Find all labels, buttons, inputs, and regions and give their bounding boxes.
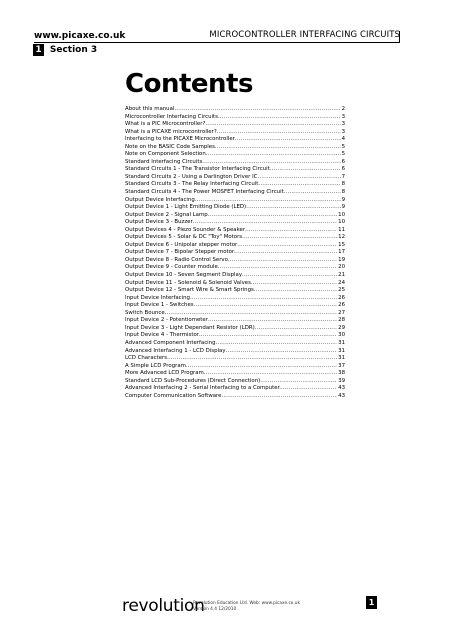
toc-entry[interactable] [125,280,345,288]
toc-entry[interactable] [125,302,345,310]
toc-entry[interactable] [125,355,345,363]
toc-entry[interactable] [125,340,345,348]
toc-entry-label: Input Device 3 - Light Dependant Resistor (LDR) [125,324,255,331]
footer-info [193,601,300,613]
toc-entry-page: 7 [341,173,345,180]
toc-dot-leader [228,257,337,265]
toc-dot-leader [242,234,337,242]
toc-entry-page: 27 [338,309,345,316]
toc-entry-page: 4 [341,136,345,143]
toc-entry[interactable] [125,385,345,393]
document-title: MICROCONTROLLER INTERFACING CIRCUITS [209,30,400,40]
toc-entry-page: 9 [341,196,345,203]
toc-dot-leader [215,144,341,152]
toc-dot-leader [216,340,338,348]
toc-entry[interactable] [125,204,345,212]
toc-entry-label: Note on Component Selection [125,151,206,158]
toc-dot-leader [245,227,337,235]
toc-entry-label: Advanced Component Interfacing [125,339,216,346]
toc-dot-leader [194,302,338,310]
toc-dot-leader [257,174,340,182]
toc-entry[interactable] [125,332,345,340]
toc-dot-leader [217,129,341,137]
toc-entry[interactable] [125,370,345,378]
toc-dot-leader [218,264,337,272]
toc-entry[interactable] [125,106,345,114]
toc-dot-leader [242,272,337,280]
toc-entry-label: Standard LCD Sub-Procedures (Direct Connection) [125,377,261,384]
toc-entry-label: A Simple LCD Program [125,362,186,369]
toc-entry[interactable] [125,325,345,333]
toc-entry[interactable] [125,151,345,159]
toc-entry-label: Output Device 11 - Solenoid & Solenoid Valves [125,279,251,286]
toc-dot-leader [199,332,337,340]
toc-entry-page: 3 [341,121,345,128]
toc-entry[interactable] [125,378,345,386]
toc-dot-leader [234,249,337,257]
toc-entry[interactable] [125,257,345,265]
toc-dot-leader [254,287,337,295]
toc-entry[interactable] [125,227,345,235]
toc-entry-label: Note on the BASIC Code Samples [125,143,215,150]
toc-entry-page: 15 [338,241,345,248]
toc-entry-page: 24 [338,279,345,286]
toc-entry-label: Input Device 4 - Thermistor [125,332,199,339]
toc-dot-leader [237,242,337,250]
toc-dot-leader [246,204,340,212]
toc-dot-leader [190,295,337,303]
header-divider-tick [399,31,400,42]
toc-entry[interactable] [125,242,345,250]
toc-entry-page: 19 [338,256,345,263]
toc-entry[interactable] [125,159,345,167]
revolution-logo: revolution [122,596,205,616]
toc-entry-label: Output Device 7 - Bipolar Stepper motor [125,249,235,256]
section-indicator [33,44,97,56]
toc-entry[interactable] [125,144,345,152]
toc-entry[interactable] [125,264,345,272]
footer-version-line: Version 4.4 12/2010 [193,607,237,612]
toc-entry-label: Output Device 1 - Light Emitting Diode (LED) [125,204,247,211]
toc-entry-label: Input Device 2 - Potentiometer [125,317,208,324]
toc-entry-page: 21 [338,272,345,279]
toc-entry-page: 8 [341,189,345,196]
toc-entry-page: 29 [338,324,345,331]
toc-entry-label: Standard Circuits 1 - The Transistor Interfacing Circuit [125,166,270,173]
toc-entry[interactable] [125,189,345,197]
toc-entry-page: 38 [338,370,345,377]
toc-entry-page: 31 [338,355,345,362]
toc-entry[interactable] [125,197,345,205]
toc-entry-page: 3 [341,113,345,120]
toc-entry-page: 12 [338,234,345,241]
toc-entry-label: Output Devices 5 - Solar & DC "Toy" Motors [125,234,243,241]
toc-entry-label: Output Device 12 - Smart Wire & Smart Springs [125,287,254,294]
toc-entry-page: 26 [338,302,345,309]
toc-entry-page: 43 [338,392,345,399]
toc-entry-label: Output Device Interfacing [125,196,195,203]
toc-entry[interactable] [125,310,345,318]
toc-entry-page: 6 [341,166,345,173]
toc-dot-leader [255,325,337,333]
toc-entry-label: Standard Circuits 3 - The Relay Interfacing Circuit [125,181,259,188]
toc-dot-leader [251,280,337,288]
toc-entry[interactable] [125,129,345,137]
toc-entry-label: Microcontroller Interfacing Circuits [125,113,218,120]
toc-entry-page: 20 [338,264,345,271]
toc-dot-leader [226,348,338,356]
toc-entry[interactable] [125,219,345,227]
toc-entry-page: 10 [338,219,345,226]
toc-dot-leader [281,385,337,393]
toc-dot-leader [202,159,340,167]
toc-entry-label: What is a PIC Microcontroller? [125,121,206,128]
toc-dot-leader [208,212,337,220]
toc-entry-page: 31 [338,339,345,346]
toc-entry[interactable] [125,249,345,257]
toc-entry-label: Output Device 3 - Buzzer [125,219,193,226]
toc-dot-leader [270,166,341,174]
toc-entry[interactable] [125,166,345,174]
toc-dot-leader [186,363,337,371]
section-number-badge: 1 [33,44,44,56]
table-of-contents [125,106,345,400]
toc-entry[interactable] [125,181,345,189]
page-title: Contents [125,69,253,99]
toc-entry-page: 5 [341,143,345,150]
toc-entry-label: About this manual [125,106,175,112]
toc-entry[interactable] [125,272,345,280]
toc-entry-page: 2 [341,106,345,112]
toc-entry-label: Standard Interfacing Circuits [125,158,203,165]
toc-entry[interactable] [125,212,345,220]
toc-dot-leader [195,197,341,205]
toc-entry-page: 39 [338,377,345,384]
toc-entry-label: Output Device 2 - Signal Lamp [125,211,208,218]
toc-entry-page: 3 [341,128,345,135]
toc-entry-label: Standard Circuits 2 - Using a Darlington Driver IC [125,173,258,180]
toc-entry[interactable] [125,174,345,182]
toc-entry-label: Advanced Interfacing 2 - Serial Interfacing to a Computer. [125,385,282,392]
toc-entry[interactable] [125,363,345,371]
toc-dot-leader [218,114,341,122]
toc-entry-label: Advanced Interfacing 1 - LCD Display [125,347,226,354]
toc-entry-label: Interfacing to the PICAXE Microcontroller [125,136,235,143]
toc-entry[interactable] [125,317,345,325]
toc-dot-leader [258,181,340,189]
toc-entry-label: LCD Characters [125,355,168,362]
toc-dot-leader [260,378,337,386]
toc-entry-label: Output Device 9 - Counter module [125,264,218,271]
toc-entry-page: 28 [338,317,345,324]
footer-company-line: Revolution Education Ltd. Web: www.picaxe.co.uk [193,601,300,606]
toc-entry-page: 10 [338,211,345,218]
toc-entry-page: 31 [338,347,345,354]
toc-entry[interactable] [125,234,345,242]
toc-entry[interactable] [125,121,345,129]
toc-entry-page: 9 [341,204,345,211]
toc-dot-leader [221,393,337,401]
toc-dot-leader [174,106,340,114]
toc-entry-page: 37 [338,362,345,369]
section-label: Section 3 [49,45,98,55]
toc-entry-label: Input Device Interfacing [125,294,190,301]
toc-dot-leader [193,219,337,227]
toc-entry-label: Input Device 1 - Switches [125,302,194,309]
toc-dot-leader [235,136,341,144]
toc-entry-page: 17 [338,249,345,256]
toc-entry-page: 8 [341,181,345,188]
toc-dot-leader [167,355,337,363]
toc-entry[interactable] [125,393,345,401]
toc-entry[interactable] [125,287,345,295]
toc-entry-page: 6 [341,158,345,165]
toc-dot-leader [208,317,337,325]
toc-entry-page: 25 [338,287,345,294]
toc-entry-page: 30 [338,332,345,339]
toc-dot-leader [204,370,337,378]
toc-entry-label: Output Devices 4 - Piezo Sounder & Speaker [125,226,246,233]
page-number-badge: 1 [366,596,377,609]
toc-entry-page: 5 [341,151,345,158]
toc-entry-page: 11 [338,226,345,233]
header-rule [34,42,400,43]
toc-entry-label: More Advanced LCD Program [125,370,204,377]
toc-entry-page: 26 [338,294,345,301]
toc-entry[interactable] [125,136,345,144]
toc-entry-page: 43 [338,385,345,392]
toc-entry-label: Output Device 6 - Unipolar stepper motor [125,241,238,248]
toc-entry[interactable] [125,114,345,122]
toc-entry-label: Output Device 10 - Seven Segment Display [125,272,243,279]
site-url: www.picaxe.co.uk [34,31,126,41]
toc-dot-leader [205,121,340,129]
toc-dot-leader [206,151,341,159]
toc-entry-label: What is a PICAXE microcontroller? [125,128,217,135]
toc-entry-label: Output Device 8 - Radio Control Servo [125,256,228,263]
toc-entry-label: Standard Circuits 4 - The Power MOSFET Interfacing Circuit [125,189,284,196]
toc-dot-leader [284,189,341,197]
toc-entry[interactable] [125,348,345,356]
toc-entry-label: Switch Bounce [125,309,165,316]
toc-dot-leader [165,310,337,318]
toc-entry-label: Computer Communication Software [125,392,222,399]
toc-entry[interactable] [125,295,345,303]
